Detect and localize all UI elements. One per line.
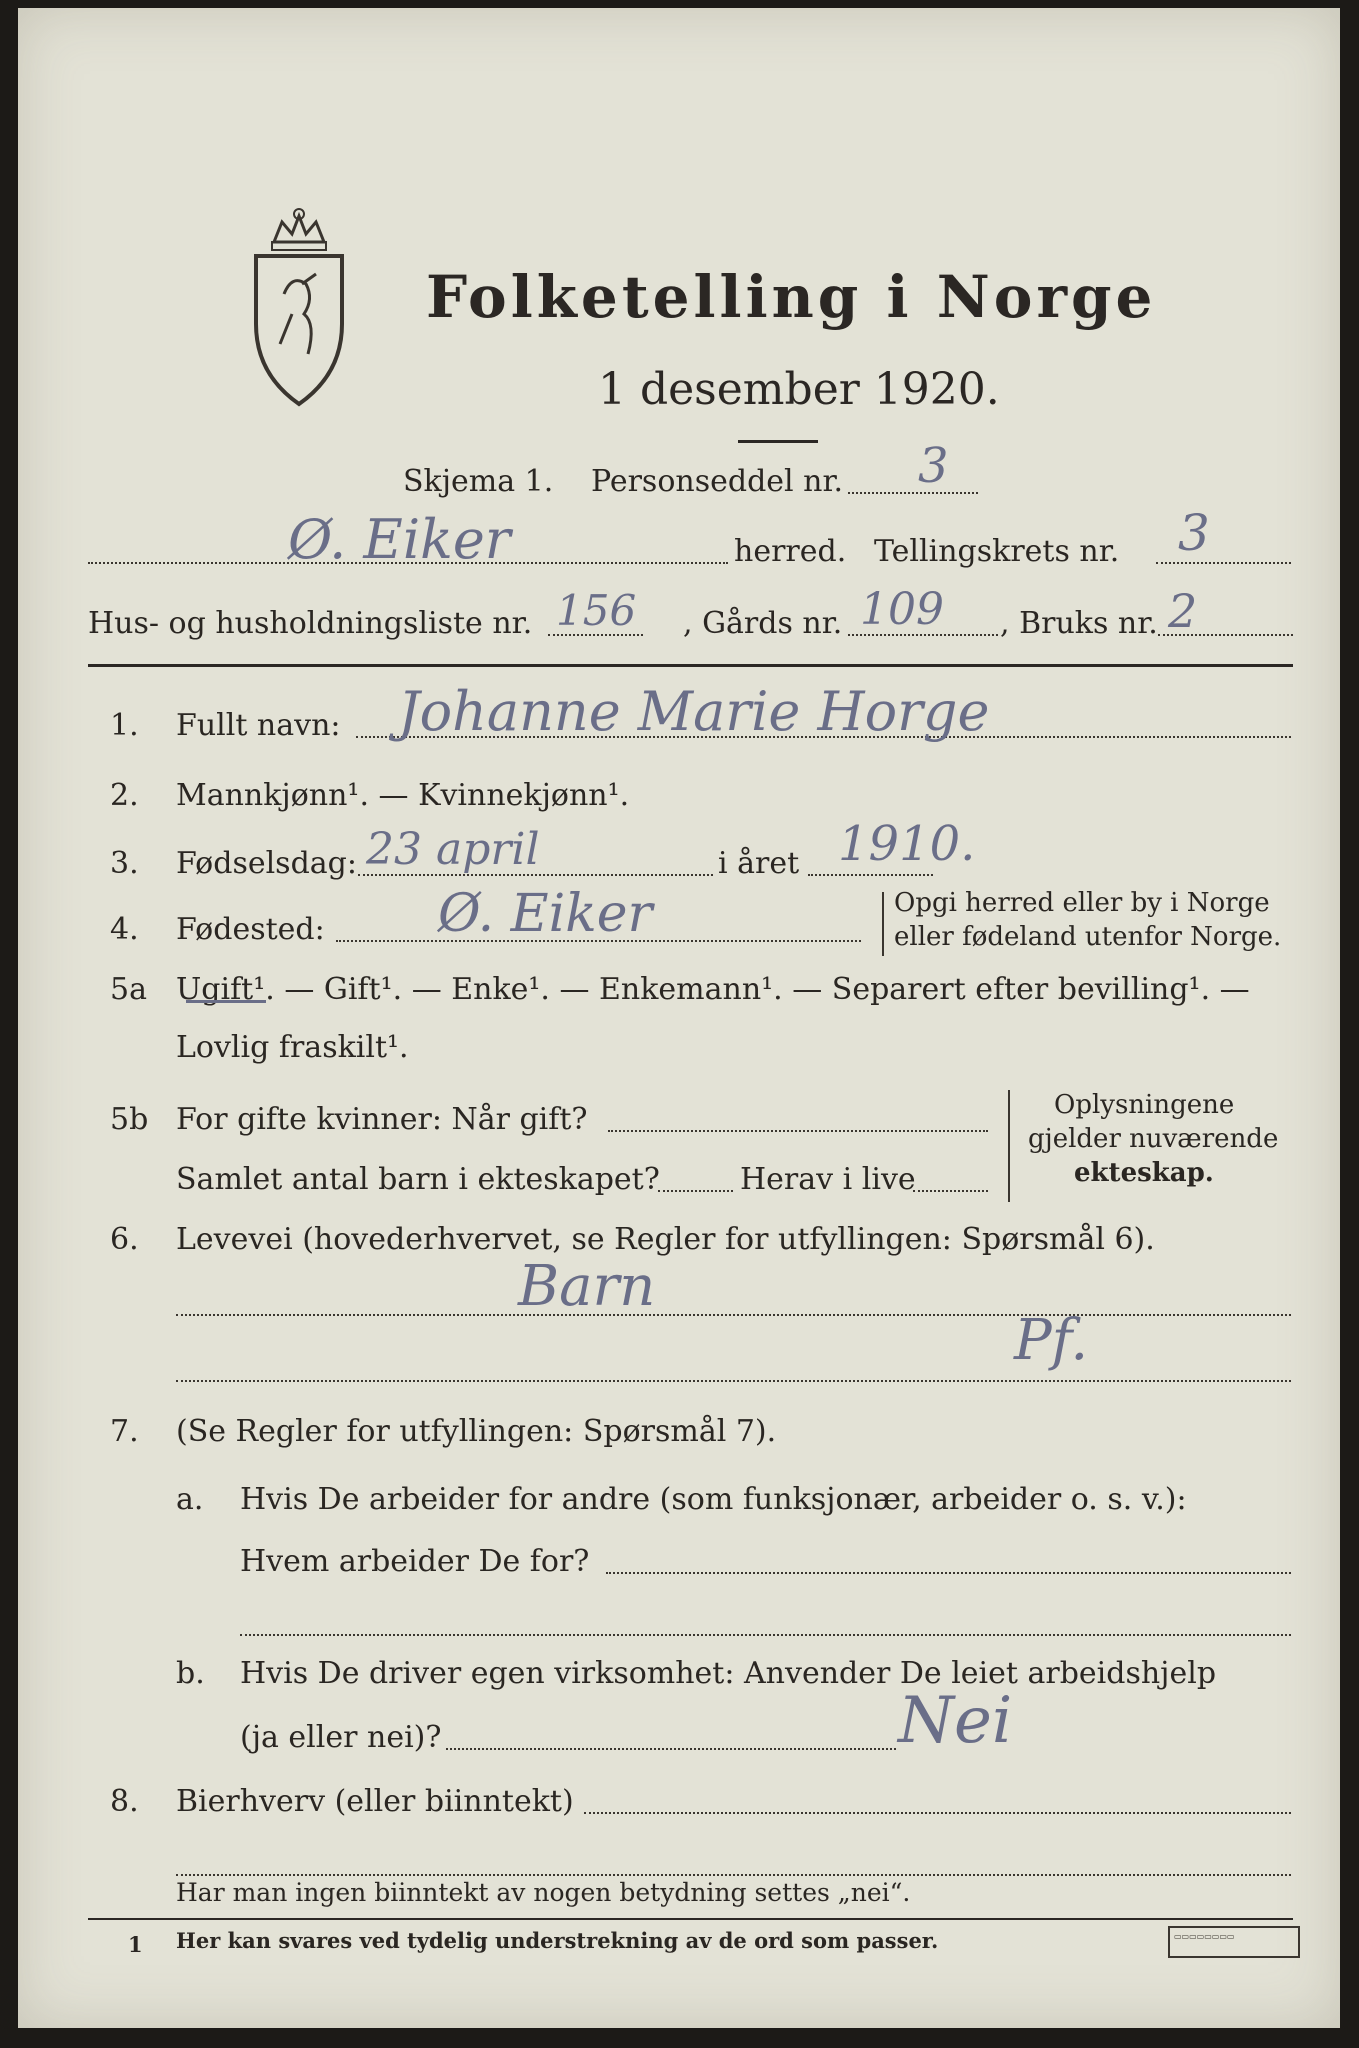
side-income-field-line1[interactable]: [584, 1812, 1291, 1814]
q5a-label-line2: Lovlig fraskilt¹.: [176, 1030, 409, 1065]
q5a-label: Ugift¹. — Gift¹. — Enke¹. — Enkemann¹. — Separert efter bevilling¹. —: [176, 972, 1250, 1007]
employer-field-line1[interactable]: [606, 1572, 1291, 1574]
q5b-note-line3: ekteskap.: [1074, 1158, 1214, 1188]
biinntekt-note: Har man ingen biinntekt av nogen betydning settes „nei“.: [176, 1878, 911, 1907]
form-title: Folketelling i Norge: [426, 263, 1157, 331]
birth-year-field[interactable]: [808, 874, 933, 876]
header-rule: [88, 664, 1293, 667]
census-date: 1 desember 1920.: [598, 364, 1000, 415]
q7a-letter: a.: [176, 1482, 204, 1517]
q4-note-line1: Opgi herred eller by i Norge: [894, 888, 1270, 918]
tellingskrets-value: 3: [1178, 504, 1210, 562]
q7-number: 7.: [110, 1414, 139, 1449]
q7b-letter: b.: [176, 1656, 205, 1691]
herred-label: herred.: [734, 534, 847, 569]
q7-label: (Se Regler for utfyllingen: Spørsmål 7).: [176, 1414, 777, 1449]
q4-note-line2: eller fødeland utenfor Norge.: [894, 922, 1282, 952]
q6-number: 6.: [110, 1222, 139, 1257]
q7a-label-line1: Hvis De arbeider for andre (som funksjonær, arbeider o. s. v.):: [240, 1482, 1187, 1517]
children-count-field[interactable]: [658, 1190, 733, 1192]
tellingskrets-field[interactable]: [1156, 562, 1291, 564]
ugift-underline: [186, 1000, 266, 1003]
q7b-label-line2: (ja eller nei)?: [240, 1720, 442, 1755]
tellingskrets-label: Tellingskrets nr.: [874, 534, 1120, 569]
gards-value: 109: [860, 584, 944, 635]
q6-label: Levevei (hovederhvervet, se Regler for utfyllingen: Spørsmål 6).: [176, 1222, 1155, 1257]
q3-number: 3.: [110, 846, 139, 881]
title-divider: [738, 440, 818, 443]
gards-label: , Gårds nr.: [683, 606, 843, 641]
side-income-field-line2[interactable]: [176, 1874, 1291, 1876]
bruks-value: 2: [1168, 584, 1198, 638]
q5b-note-line2: gjelder nuværende: [1028, 1124, 1279, 1154]
q2-number: 2.: [110, 778, 139, 813]
occupation-value: Barn: [518, 1254, 656, 1319]
occupation-field-line1[interactable]: [176, 1314, 1291, 1316]
q4-brace: [882, 892, 884, 956]
q7a-label-line2: Hvem arbeider De for?: [240, 1544, 590, 1579]
q1-number: 1.: [110, 708, 139, 743]
employer-field-line2[interactable]: [240, 1634, 1291, 1636]
children-alive-field[interactable]: [913, 1190, 988, 1192]
birthday-value: 23 april: [366, 824, 540, 875]
q5b-label-line2: Samlet antal barn i ekteskapet?: [176, 1162, 660, 1197]
q5b-note-line1: Oplysningene: [1054, 1090, 1235, 1120]
herred-value: Ø. Eiker: [288, 508, 511, 571]
q4-label: Fødested:: [176, 912, 325, 947]
occupation-mark: Pf.: [1014, 1308, 1089, 1373]
husholdning-label: Hus- og husholdningsliste nr.: [88, 606, 533, 641]
footnote-mark: 1: [128, 1932, 143, 1957]
q5b-label-line3: Herav i live: [740, 1162, 916, 1197]
q5b-number: 5b: [110, 1102, 149, 1137]
hired-help-field[interactable]: [446, 1748, 896, 1750]
q3-year-label: i året: [718, 846, 800, 881]
hired-help-value: Nei: [898, 1684, 1013, 1758]
q4-number: 4.: [110, 912, 139, 947]
personseddel-label: Personseddel nr.: [591, 464, 844, 499]
skjema-label: Skjema 1.: [403, 464, 554, 499]
q8-label: Bierhverv (eller biinntekt): [176, 1784, 574, 1819]
q8-number: 8.: [110, 1784, 139, 1819]
occupation-field-line2[interactable]: [176, 1380, 1291, 1382]
marriage-date-field[interactable]: [608, 1130, 988, 1132]
full-name-value: Johanne Marie Horge: [398, 680, 990, 743]
personseddel-value: 3: [918, 438, 949, 494]
footnote-rule: [88, 1918, 1293, 1920]
coat-of-arms-icon: [244, 204, 354, 414]
husholdning-value: 156: [556, 586, 637, 635]
q2-label: Mannkjønn¹. — Kvinnekjønn¹.: [176, 778, 630, 813]
footnote-text: Her kan svares ved tydelig understrekning av de ord som passer.: [176, 1928, 939, 1953]
census-form: [18, 8, 1340, 2028]
q5b-label-line1: For gifte kvinner: Når gift?: [176, 1102, 588, 1137]
q5b-brace: [1008, 1090, 1010, 1202]
q1-label: Fullt navn:: [176, 708, 341, 743]
q7b-label-line1: Hvis De driver egen virksomhet: Anvender De leiet arbeidshjelp: [240, 1656, 1217, 1691]
birthplace-value: Ø. Eiker: [438, 884, 653, 944]
bruks-label: , Bruks nr.: [1000, 606, 1158, 641]
birth-year-value: 1910.: [838, 816, 976, 872]
q5a-number: 5a: [110, 972, 147, 1007]
q3-label: Fødselsdag:: [176, 846, 357, 881]
personseddel-field[interactable]: [848, 492, 978, 494]
printer-stamp: ▭▭▭▭▭▭▭▭: [1168, 1926, 1300, 1958]
